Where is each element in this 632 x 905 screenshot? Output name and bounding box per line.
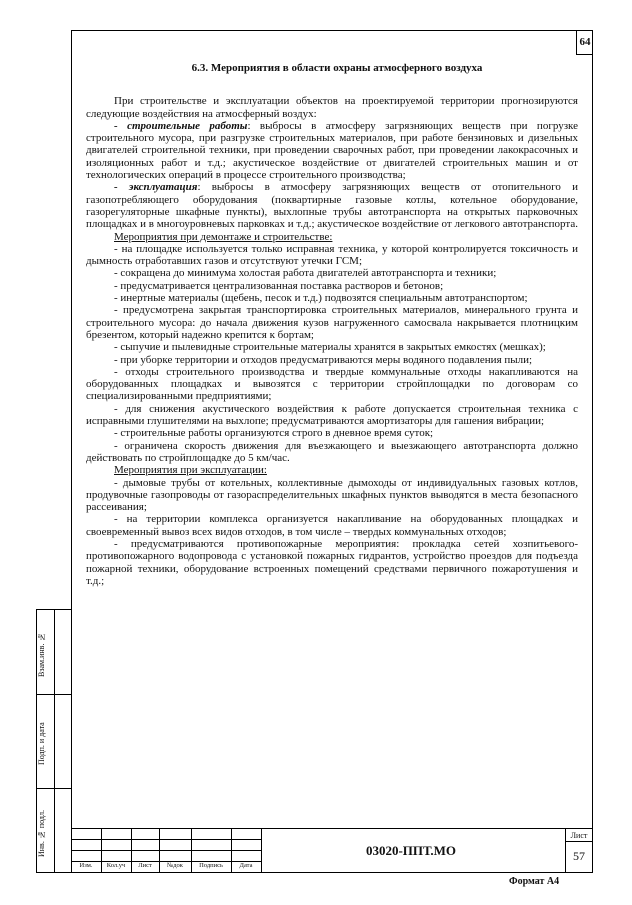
document-code: 03020-ППТ.МО xyxy=(365,843,457,858)
sheet-label: Лист xyxy=(570,831,588,840)
section-heading: 6.3. Мероприятия в области охраны атмосферного воздуха xyxy=(191,62,483,74)
section-operation-label: Мероприятия при эксплуатации: xyxy=(114,464,267,477)
construction-text: : выбросы в атмосферу загрязняющих веществ при погрузке строительного мусора, при разгрузке строительных материалов, при работе бензиновых и дизельных двигателей строительной техники, при проведении сварочных работ, при проведении лакокрасочных и изоляционных работ и т.д.; акустическое воздействие от двигателей строительных машин и от технологических операций в процессе строительного производства; xyxy=(86,119,578,182)
operation-label: - эксплуатация xyxy=(114,181,198,194)
operation-item: - предусматриваются противопожарные мероприятия: прокладка сетей хозпитьевого-противопожарного водопровода с установкой пожарных гидрантов, устройство проездов для подъезда пожарной техники, оборудование встроенных помещений средствами первичного пожаротушения и т.д.; xyxy=(86,537,578,587)
demolition-item: - сыпучие и пылевидные строительные материалы хранятся в закрытых емкостях (мешках); xyxy=(114,341,546,354)
tb-header-sheet: Лист xyxy=(138,862,152,869)
strip-label-replace-inv: Взам.инв. № xyxy=(37,632,46,678)
construction-paragraph xyxy=(86,120,578,181)
tb-header-doc: №док xyxy=(167,862,183,869)
title-block xyxy=(71,828,593,873)
strip-label-sign-date: Подп. и дата xyxy=(37,722,46,766)
operation-item: - дымовые трубы от котельных, коллективные дымоходы от индивидуальных газовых котлов, продувочные газопроводы от газораспределительных шкафных пунктов выводятся в места безопасного рассеивания; xyxy=(86,476,578,514)
section-operation-title xyxy=(86,464,578,476)
operation-item: - на территории комплекса организуется накапливание на оборудованных площадках и своевременный вывоз всех видов отходов, в том числе – твердых коммунальных отходов; xyxy=(86,513,578,538)
demolition-item: - инертные материалы (щебень, песок и т.д.) подвозятся специальным автотранспортом; xyxy=(114,292,528,305)
strip-label-orig-inv: Инв. № подл. xyxy=(37,810,46,858)
demolition-item: - ограничена скорость движения для въезжающего и выезжающего автотранспорта должно действовать по стройплощадке до 5 км/час. xyxy=(86,439,578,464)
format-label: Формат А4 xyxy=(509,876,560,887)
tb-line xyxy=(71,839,261,840)
tb-header-change: Изм. xyxy=(79,862,93,869)
construction-label: - строительные работы xyxy=(114,119,248,132)
demolition-item: - строительные работы организуются строго в дневное время суток; xyxy=(114,427,434,440)
tb-line xyxy=(71,850,261,851)
demolition-item: - для снижения акустического воздействия к работе допускается строительная техника с исправными глушителями на выхлопе; предусматриваются амортизаторы для гашения вибрации; xyxy=(86,402,578,428)
strip-divider xyxy=(37,694,71,695)
demolition-item: - отходы строительного производства и твердые коммунальные отходы накапливаются на оборудованных площадках и вывозятся с территории стройплощадки по договорам со специализированными предприятиями; xyxy=(86,365,578,403)
demolition-item: - сокращена до минимума холостая работа двигателей автотранспорта и техники; xyxy=(114,267,497,280)
sheet-number: 57 xyxy=(573,849,585,863)
intro-paragraph: При строительстве и эксплуатации объектов на проектируемой территории прогнозируются следующие воздействия на атмосферный воздух: xyxy=(86,95,578,120)
demolition-item: - при уборке территории и отходов предусматриваются меры водяного подавления пыли; xyxy=(114,353,533,366)
tb-header-date: Дата xyxy=(239,862,253,869)
demolition-item: - предусмотрена закрытая транспортировка строительных материалов, минерального грунта и строительного мусора: до начала движения кузов нагруженного самосвала накрывается плотницким брезентом, который надежно крепится к бортам; xyxy=(86,304,578,341)
page-number: 64 xyxy=(576,30,593,55)
inventory-strip xyxy=(36,609,71,873)
section-demolition-label: Мероприятия при демонтаже и строительстве: xyxy=(114,230,333,243)
demolition-item: - предусматривается централизованная поставка растворов и бетонов; xyxy=(114,279,444,292)
operation-paragraph xyxy=(86,181,578,230)
tb-header-signature: Подпись xyxy=(199,862,223,869)
section-demolition-title xyxy=(86,231,578,243)
tb-header-qty: Кол.уч xyxy=(106,862,126,869)
strip-divider xyxy=(37,788,71,789)
demolition-item: - на площадке используется только исправная техника, у которой контролируется токсичность и дымность отработавших газов и отсутствуют утечки ГСМ; xyxy=(86,242,578,268)
tb-line xyxy=(565,841,593,842)
document-body xyxy=(86,62,578,587)
operation-text: : выбросы в атмосферу загрязняющих веществ от отопительного и газопотребляющего оборудования (поквартирные газовые котлы, котельное оборудование, газорегуляторные шкафные пункты), выхлопные трубы автотранспорта на открытых парковочных площадках и в многоуровневых парковках и т.д.; акустическое воздействие от легкового автотранспорта. xyxy=(86,181,578,231)
